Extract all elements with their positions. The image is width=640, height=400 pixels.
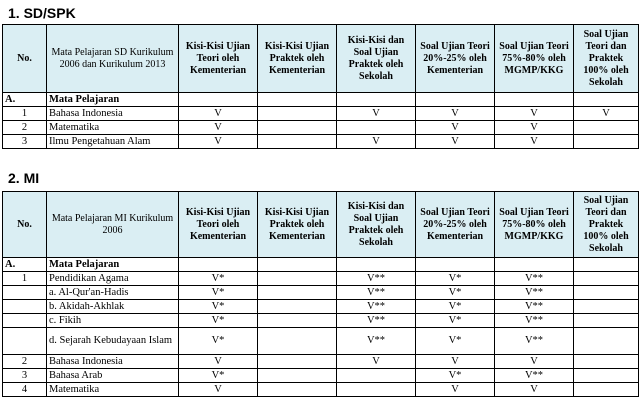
cell-mark: V* bbox=[416, 272, 495, 286]
cell-mark bbox=[258, 369, 337, 383]
cell-mark bbox=[258, 121, 337, 135]
table-row bbox=[3, 300, 639, 314]
table-row bbox=[3, 369, 639, 383]
row-no: 4 bbox=[3, 383, 47, 397]
table-row bbox=[3, 328, 639, 355]
cell-mark: V bbox=[574, 107, 639, 121]
header-col2: Kisi-Kisi Ujian Praktek oleh Kementerian bbox=[258, 25, 337, 93]
table-sd-spk bbox=[2, 24, 639, 149]
row-no: 3 bbox=[3, 369, 47, 383]
table-row bbox=[3, 272, 639, 286]
cell-mark bbox=[258, 314, 337, 328]
cell-mark bbox=[337, 369, 416, 383]
row-subject: Bahasa Indonesia bbox=[47, 107, 179, 121]
header-col3: Kisi-Kisi dan Soal Ujian Praktek oleh Sekolah bbox=[337, 25, 416, 93]
cell-mark: V* bbox=[179, 286, 258, 300]
cell-mark bbox=[574, 328, 639, 355]
cell-mark: V bbox=[416, 135, 495, 149]
cell-mark: V* bbox=[179, 328, 258, 355]
row-no bbox=[3, 328, 47, 355]
header-no: No. bbox=[3, 192, 47, 258]
cell-mark: V bbox=[179, 107, 258, 121]
table-row bbox=[3, 355, 639, 369]
table-row-group bbox=[3, 258, 639, 272]
header-col5: Soal Ujian Teori 75%-80% oleh MGMP/KKG bbox=[495, 25, 574, 93]
row-no bbox=[3, 314, 47, 328]
row-subject: c. Fikih bbox=[47, 314, 179, 328]
cell-mark: V* bbox=[179, 314, 258, 328]
cell-mark: V bbox=[495, 383, 574, 397]
cell-mark: V** bbox=[495, 272, 574, 286]
cell-mark bbox=[258, 286, 337, 300]
header-col4: Soal Ujian Teori 20%-25% oleh Kementerian bbox=[416, 25, 495, 93]
cell-mark: V bbox=[179, 121, 258, 135]
table-row bbox=[3, 314, 639, 328]
row-no: 3 bbox=[3, 135, 47, 149]
row-subject: Matematika bbox=[47, 383, 179, 397]
table-row bbox=[3, 286, 639, 300]
cell-mark: V* bbox=[179, 272, 258, 286]
cell-mark: V* bbox=[179, 369, 258, 383]
header-col6: Soal Ujian Teori dan Praktek 100% oleh Sekolah bbox=[574, 25, 639, 93]
header-col5: Soal Ujian Teori 75%-80% oleh MGMP/KKG bbox=[495, 192, 574, 258]
group-no: A. bbox=[3, 93, 47, 107]
table-row-group bbox=[3, 93, 639, 107]
table-row bbox=[3, 135, 639, 149]
cell-mark: V bbox=[416, 121, 495, 135]
cell-mark: V bbox=[495, 107, 574, 121]
header-subject: Mata Pelajaran MI Kurikulum 2006 bbox=[47, 192, 179, 258]
cell-mark: V* bbox=[416, 328, 495, 355]
row-subject: d. Sejarah Kebudayaan Islam bbox=[47, 328, 179, 355]
group-label: Mata Pelajaran bbox=[47, 258, 179, 272]
header-col6: Soal Ujian Teori dan Praktek 100% oleh Sekolah bbox=[574, 192, 639, 258]
row-no bbox=[3, 286, 47, 300]
cell-mark: V bbox=[495, 355, 574, 369]
cell-mark bbox=[574, 300, 639, 314]
cell-mark bbox=[574, 383, 639, 397]
cell-mark: V* bbox=[416, 300, 495, 314]
row-subject: b. Akidah-Akhlak bbox=[47, 300, 179, 314]
row-subject: Ilmu Pengetahuan Alam bbox=[47, 135, 179, 149]
cell-mark: V bbox=[337, 135, 416, 149]
cell-mark bbox=[574, 314, 639, 328]
header-no: No. bbox=[3, 25, 47, 93]
cell-mark bbox=[258, 355, 337, 369]
cell-mark bbox=[574, 286, 639, 300]
cell-mark: V bbox=[337, 355, 416, 369]
table-row bbox=[3, 107, 639, 121]
cell-mark bbox=[258, 107, 337, 121]
cell-mark: V** bbox=[337, 272, 416, 286]
cell-mark bbox=[574, 272, 639, 286]
cell-mark bbox=[574, 355, 639, 369]
cell-mark: V bbox=[179, 135, 258, 149]
cell-mark: V bbox=[337, 107, 416, 121]
cell-mark: V** bbox=[337, 286, 416, 300]
table-row bbox=[3, 383, 639, 397]
cell-mark bbox=[574, 369, 639, 383]
cell-mark bbox=[337, 383, 416, 397]
header-col1: Kisi-Kisi Ujian Teori oleh Kementerian bbox=[179, 25, 258, 93]
cell-mark: V** bbox=[495, 369, 574, 383]
row-no: 1 bbox=[3, 272, 47, 286]
header-col2: Kisi-Kisi Ujian Praktek oleh Kementerian bbox=[258, 192, 337, 258]
cell-mark: V** bbox=[337, 300, 416, 314]
cell-mark: V* bbox=[179, 300, 258, 314]
cell-mark: V* bbox=[416, 314, 495, 328]
cell-mark: V* bbox=[416, 369, 495, 383]
cell-mark: V** bbox=[495, 328, 574, 355]
cell-mark: V bbox=[416, 383, 495, 397]
section-heading-sd-spk: 1. SD/SPK bbox=[8, 5, 76, 21]
table-row bbox=[3, 121, 639, 135]
row-no bbox=[3, 300, 47, 314]
row-no: 1 bbox=[3, 107, 47, 121]
cell-mark bbox=[258, 135, 337, 149]
row-subject: Pendidikan Agama bbox=[47, 272, 179, 286]
group-no: A. bbox=[3, 258, 47, 272]
cell-mark: V** bbox=[495, 286, 574, 300]
row-subject: a. Al-Qur'an-Hadis bbox=[47, 286, 179, 300]
cell-mark: V* bbox=[416, 286, 495, 300]
cell-mark bbox=[574, 135, 639, 149]
row-subject: Bahasa Indonesia bbox=[47, 355, 179, 369]
row-subject: Bahasa Arab bbox=[47, 369, 179, 383]
cell-mark: V bbox=[495, 135, 574, 149]
cell-mark bbox=[258, 272, 337, 286]
cell-mark: V bbox=[495, 121, 574, 135]
group-label: Mata Pelajaran bbox=[47, 93, 179, 107]
cell-mark: V bbox=[179, 383, 258, 397]
cell-mark bbox=[258, 300, 337, 314]
cell-mark bbox=[258, 383, 337, 397]
cell-mark bbox=[574, 121, 639, 135]
row-no: 2 bbox=[3, 355, 47, 369]
header-col3: Kisi-Kisi dan Soal Ujian Praktek oleh Sekolah bbox=[337, 192, 416, 258]
cell-mark bbox=[337, 121, 416, 135]
section-heading-mi: 2. MI bbox=[8, 170, 40, 186]
cell-mark: V** bbox=[337, 314, 416, 328]
row-no: 2 bbox=[3, 121, 47, 135]
header-subject: Mata Pelajaran SD Kurikulum 2006 dan Kurikulum 2013 bbox=[47, 25, 179, 93]
cell-mark: V** bbox=[495, 300, 574, 314]
cell-mark: V bbox=[416, 107, 495, 121]
cell-mark bbox=[258, 328, 337, 355]
header-col1: Kisi-Kisi Ujian Teori oleh Kementerian bbox=[179, 192, 258, 258]
cell-mark: V** bbox=[337, 328, 416, 355]
cell-mark: V** bbox=[495, 314, 574, 328]
table-mi bbox=[2, 191, 639, 397]
cell-mark: V bbox=[416, 355, 495, 369]
cell-mark: V bbox=[179, 355, 258, 369]
header-col4: Soal Ujian Teori 20%-25% oleh Kementerian bbox=[416, 192, 495, 258]
row-subject: Matematika bbox=[47, 121, 179, 135]
